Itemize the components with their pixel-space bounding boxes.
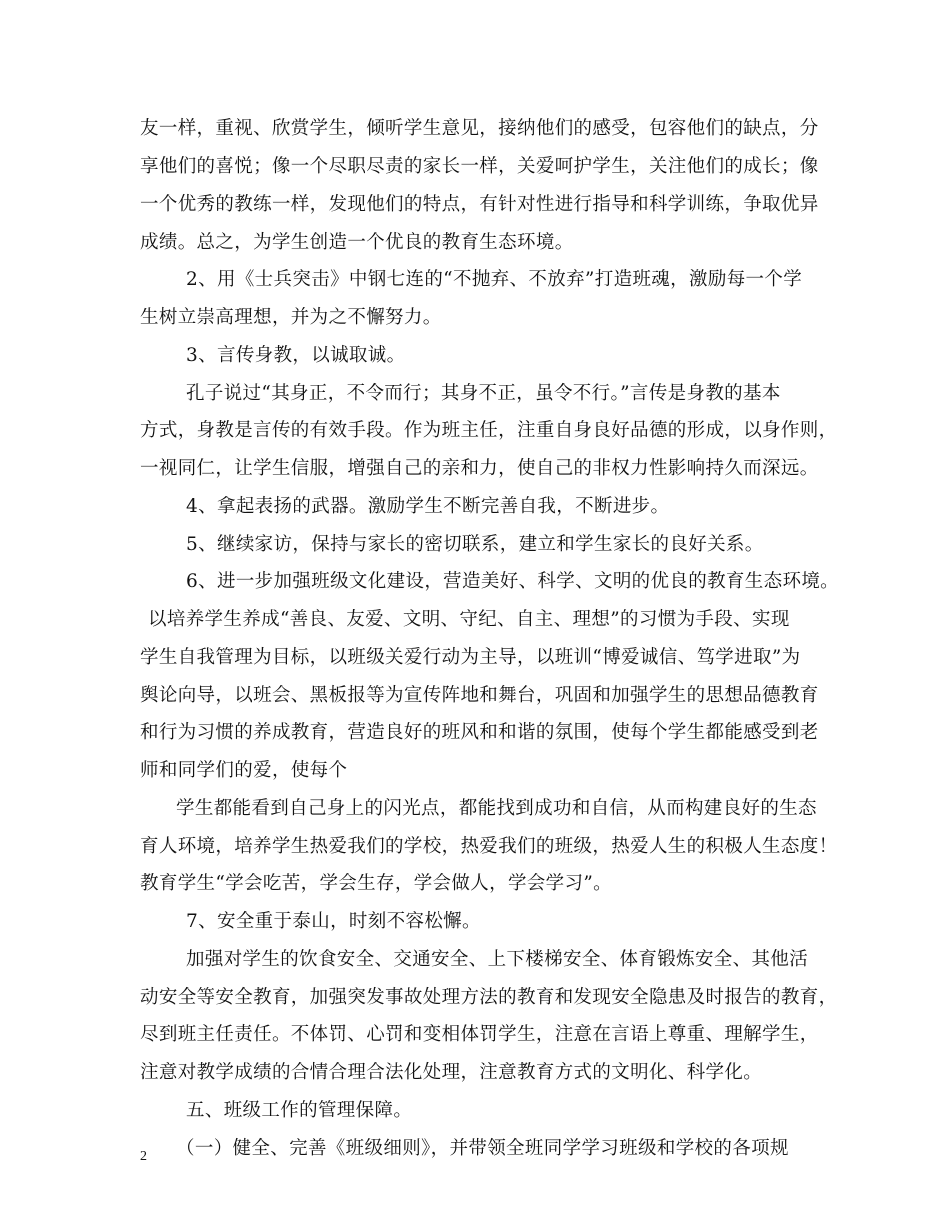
text-line: 4、拿起表扬的武器。激励学生不断完善自我，不断进步。 [186,496,670,517]
text-line: 和行为习惯的养成教育，营造良好的班风和和谐的氛围，使每个学生都能感受到老 [140,722,819,743]
text-line: 一个优秀的教练一样，发现他们的特点，有针对性进行指导和科学训练，争取优异 [140,194,819,215]
text-line: 5、继续家访，保持与家长的密切联系，建立和学生家长的良好关系。 [186,534,764,555]
text-line: 享他们的喜悦；像一个尽职尽责的家长一样，关爱呵护学生，关注他们的成长；像 [140,156,819,177]
text-line: 生树立崇高理想，并为之不懈努力。 [140,307,442,328]
text-line: 成绩。总之，为学生创造一个优良的教育生态环境。 [140,232,574,253]
text-line: 学生自我管理为目标，以班级关爱行动为主导，以班训“博爱诚信、笃学进取”为 [140,647,801,668]
page-number: 2 [140,1149,147,1164]
section-heading: 五、班级工作的管理保障。 [186,1100,413,1121]
text-line: 以培养学生养成“善良、友爱、文明、守纪、自主、理想”的习惯为手段、实现 [148,609,790,630]
text-line: 6、进一步加强班级文化建设，营造美好、科学、文明的优良的教育生态环境。 [186,571,840,592]
text-line: 学生都能看到自己身上的闪光点，都能找到成功和自信，从而构建良好的生态 [176,798,817,819]
text-line: 尽到班主任责任。不体罚、心罚和变相体罚学生，注意在言语上尊重、理解学生， [140,1024,819,1045]
text-line: 育人环境，培养学生热爱我们的学校，热爱我们的班级，热爱人生的积极人生态度！ [140,836,838,857]
text-line: 2、用《士兵突击》中钢七连的“不抛弃、不放弃”打造班魂，激励每一个学 [186,269,803,290]
text-line: 教育学生“学会吃苦，学会生存，学会做人，学会学习”。 [140,873,613,894]
text-line: 孔子说过“其身正，不令而行；其身不正，虽令不行。”言传是身教的基本 [186,383,781,404]
text-line: 动安全等安全教育，加强突发事故处理方法的教育和发现安全隐患及时报告的教育， [140,987,838,1008]
text-line: 师和同学们的爱，使每个 [140,760,348,781]
text-line: 3、言传身教，以诚取诚。 [186,345,406,366]
text-line: 7、安全重于泰山，时刻不容松懈。 [186,911,481,932]
text-line: （一）健全、完善《班级细则》，并带领全班同学学习班级和学校的各项规 [176,1138,789,1159]
text-line: 加强对学生的饮食安全、交通安全、上下楼梯安全、体育锻炼安全、其他活 [186,949,809,970]
text-line: 注意对教学成绩的合情合理合法化处理，注意教育方式的文明化、科学化。 [140,1062,763,1083]
text-line: 一视同仁，让学生信服，增强自己的亲和力，使自己的非权力性影响持久而深远。 [140,458,819,479]
text-line: 舆论向导，以班会、黑板报等为宣传阵地和舞台，巩固和加强学生的思想品德教育 [140,685,819,706]
text-line: 友一样，重视、欣赏学生，倾听学生意见，接纳他们的感受，包容他们的缺点，分 [140,118,819,139]
text-line: 方式，身教是言传的有效手段。作为班主任，注重自身良好品德的形成，以身作则， [140,420,838,441]
